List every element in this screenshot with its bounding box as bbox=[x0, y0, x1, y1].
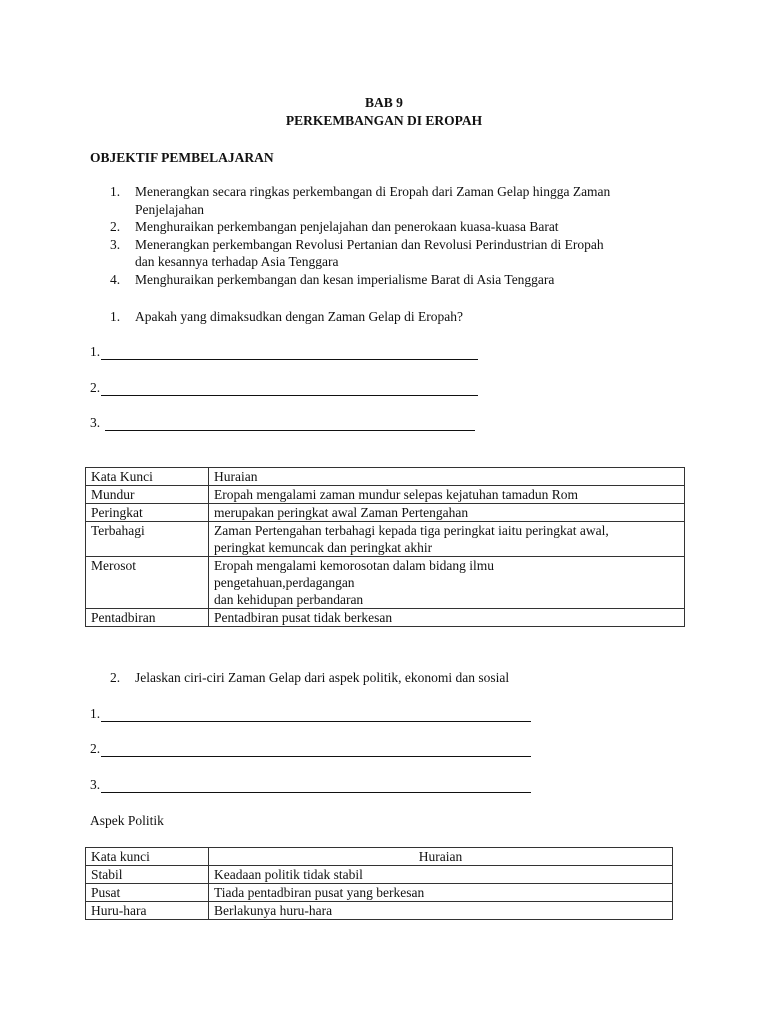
description-cell bbox=[209, 504, 685, 522]
answer-blank[interactable] bbox=[105, 417, 475, 431]
question-text: Apakah yang dimaksudkan dengan Zaman Gelap di Eropah? bbox=[135, 309, 464, 324]
description-line: peringkat kemuncak dan peringkat akhir bbox=[214, 540, 433, 555]
table-row bbox=[86, 902, 673, 920]
chapter-label: BAB 9 bbox=[365, 95, 403, 110]
aspek-politik-table bbox=[85, 847, 673, 920]
objective-number: 3. bbox=[110, 236, 121, 252]
objective-item bbox=[110, 218, 700, 236]
answer-line-3[interactable] bbox=[90, 415, 475, 431]
objectives-heading: OBJEKTIF PEMBELAJARAN bbox=[90, 150, 274, 165]
table-row bbox=[86, 866, 673, 884]
objective-number: 4. bbox=[110, 271, 121, 287]
table-row bbox=[86, 486, 685, 504]
description-cell bbox=[209, 522, 685, 557]
table-header-row bbox=[86, 848, 673, 866]
keyword-cell: Pentadbiran bbox=[86, 609, 209, 627]
answer-line-2[interactable] bbox=[90, 380, 478, 396]
objective-number: 2. bbox=[110, 219, 121, 234]
table-header: Huraian bbox=[209, 848, 673, 866]
question-number: 2. bbox=[110, 670, 121, 685]
description-cell bbox=[209, 557, 685, 609]
keyword-cell: Pusat bbox=[86, 884, 209, 902]
answer-number: 3. bbox=[90, 415, 104, 430]
objective-text: Menghuraikan perkembangan penjelajahan dan penerokaan kuasa-kuasa Barat bbox=[135, 219, 559, 234]
description-cell bbox=[209, 609, 685, 627]
table-row bbox=[86, 884, 673, 902]
table-header: Kata kunci bbox=[86, 848, 209, 866]
objectives-list bbox=[110, 183, 700, 288]
keyword-cell: Mundur bbox=[86, 486, 209, 504]
description-line: Zaman Pertengahan terbahagi kepada tiga peringkat iaitu peringkat awal, bbox=[214, 523, 609, 538]
description-line: Eropah mengalami kemorosotan dalam bidang ilmu bbox=[214, 558, 495, 573]
description-line: dan kehidupan perbandaran bbox=[214, 592, 364, 607]
description-cell: Tiada pentadbiran pusat yang berkesan bbox=[209, 884, 673, 902]
objective-item bbox=[110, 236, 700, 271]
objective-text: Penjelajahan bbox=[135, 201, 204, 217]
description-cell: Berlakunya huru-hara bbox=[209, 902, 673, 920]
table-header: Huraian bbox=[209, 468, 685, 486]
table-row bbox=[86, 609, 685, 627]
table-row bbox=[86, 522, 685, 557]
description-line: Eropah mengalami zaman mundur selepas kejatuhan tamadun Rom bbox=[214, 487, 579, 502]
table-header-row bbox=[86, 468, 685, 486]
keyword-cell: Merosot bbox=[86, 557, 209, 609]
objective-text: Menerangkan secara ringkas perkembangan di Eropah dari Zaman Gelap hingga Zaman bbox=[135, 184, 611, 199]
objective-text: Menghuraikan perkembangan dan kesan imperialisme Barat di Asia Tenggara bbox=[135, 271, 555, 287]
description-line: pengetahuan,perdagangan bbox=[214, 575, 355, 590]
keyword-cell: Terbahagi bbox=[86, 522, 209, 557]
objective-item bbox=[110, 183, 700, 218]
answer-number: 3. bbox=[90, 777, 101, 792]
keyword-cell: Stabil bbox=[86, 866, 209, 884]
answer-number: 1. bbox=[90, 706, 101, 721]
objective-number: 1. bbox=[110, 184, 121, 199]
objective-text: Menerangkan perkembangan Revolusi Pertanian dan Revolusi Perindustrian di Eropah bbox=[135, 236, 604, 252]
answer-blank[interactable] bbox=[101, 382, 478, 396]
answer-line-1[interactable] bbox=[90, 706, 531, 722]
aspek-politik-heading: Aspek Politik bbox=[90, 813, 164, 828]
description-line: merupakan peringkat awal Zaman Pertengahan bbox=[214, 505, 469, 520]
objective-text: dan kesannya terhadap Asia Tenggara bbox=[135, 254, 339, 269]
question-2 bbox=[110, 670, 509, 686]
answer-blank[interactable] bbox=[101, 779, 531, 793]
question-1 bbox=[110, 309, 463, 325]
answer-blank[interactable] bbox=[101, 346, 478, 360]
keyword-table bbox=[85, 467, 685, 627]
answer-line-2[interactable] bbox=[90, 741, 531, 757]
answer-blank[interactable] bbox=[101, 708, 531, 722]
answer-blank[interactable] bbox=[101, 743, 531, 757]
table-row bbox=[86, 557, 685, 609]
answer-number: 2. bbox=[90, 380, 101, 395]
keyword-cell: Huru-hara bbox=[86, 902, 209, 920]
keyword-cell: Peringkat bbox=[86, 504, 209, 522]
answer-number: 2. bbox=[90, 741, 101, 756]
description-line: Pentadbiran pusat tidak berkesan bbox=[214, 610, 393, 625]
answer-line-1[interactable] bbox=[90, 344, 478, 360]
question-text: Jelaskan ciri-ciri Zaman Gelap dari aspek politik, ekonomi dan sosial bbox=[135, 670, 510, 685]
table-row bbox=[86, 504, 685, 522]
description-cell bbox=[209, 486, 685, 504]
question-number: 1. bbox=[110, 309, 121, 324]
objective-item bbox=[110, 271, 700, 289]
answer-line-3[interactable] bbox=[90, 777, 531, 793]
description-cell: Keadaan politik tidak stabil bbox=[209, 866, 673, 884]
table-header: Kata Kunci bbox=[86, 468, 209, 486]
answer-number: 1. bbox=[90, 344, 101, 359]
page-title: PERKEMBANGAN DI EROPAH bbox=[285, 113, 483, 128]
